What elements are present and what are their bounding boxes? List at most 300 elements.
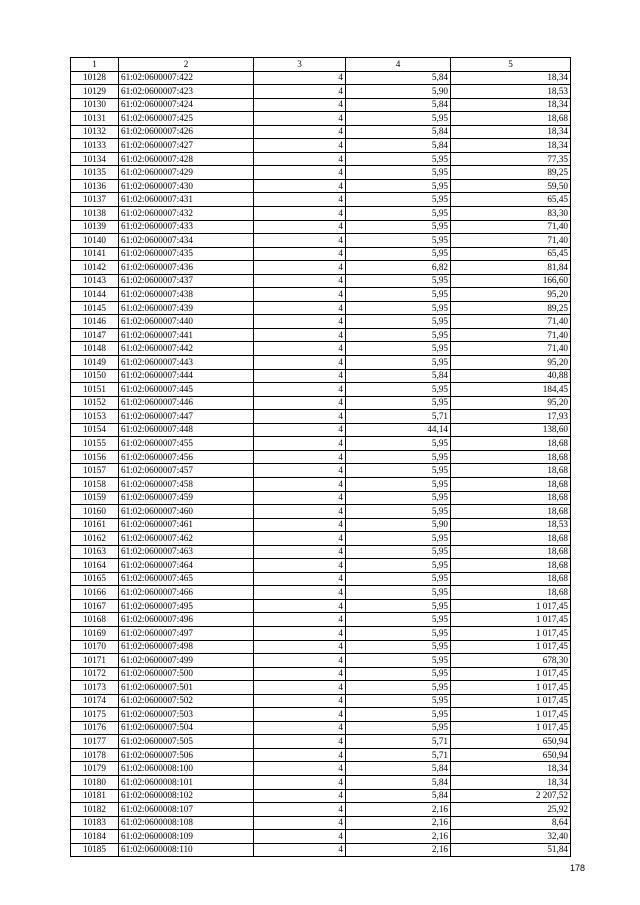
rate-cell: 5,95	[346, 545, 451, 559]
rate-cell: 5,95	[346, 613, 451, 627]
category-cell: 4	[254, 234, 346, 248]
category-cell: 4	[254, 193, 346, 207]
row-number-cell: 10135	[71, 166, 119, 180]
table-row	[71, 369, 571, 383]
row-number-cell: 10176	[71, 721, 119, 735]
row-number-cell: 10175	[71, 708, 119, 722]
amount-cell: 71,40	[451, 234, 571, 248]
amount-cell: 18,68	[451, 505, 571, 519]
category-cell: 4	[254, 71, 346, 85]
data-table	[70, 57, 571, 857]
cadastral-number-cell: 61:02:0600007:496	[119, 613, 254, 627]
cadastral-number-cell: 61:02:0600007:433	[119, 220, 254, 234]
row-number-cell: 10154	[71, 423, 119, 437]
rate-cell: 5,95	[346, 112, 451, 126]
amount-cell: 95,20	[451, 288, 571, 302]
amount-cell: 18,53	[451, 518, 571, 532]
amount-cell: 25,92	[451, 803, 571, 817]
rate-cell: 5,95	[346, 532, 451, 546]
category-cell: 4	[254, 450, 346, 464]
amount-cell: 166,60	[451, 274, 571, 288]
table-row	[71, 274, 571, 288]
cadastral-number-cell: 61:02:0600007:422	[119, 71, 254, 85]
cadastral-number-cell: 61:02:0600007:430	[119, 179, 254, 193]
rate-cell: 2,16	[346, 830, 451, 844]
rate-cell: 5,95	[346, 477, 451, 491]
amount-cell: 32,40	[451, 830, 571, 844]
category-cell: 4	[254, 599, 346, 613]
row-number-cell: 10140	[71, 234, 119, 248]
row-number-cell: 10134	[71, 152, 119, 166]
cadastral-number-cell: 61:02:0600007:444	[119, 369, 254, 383]
table-row	[71, 477, 571, 491]
table-row	[71, 423, 571, 437]
table-row	[71, 599, 571, 613]
amount-cell: 17,93	[451, 410, 571, 424]
category-cell: 4	[254, 803, 346, 817]
cadastral-number-cell: 61:02:0600007:455	[119, 437, 254, 451]
row-number-cell: 10156	[71, 450, 119, 464]
cadastral-number-cell: 61:02:0600007:441	[119, 328, 254, 342]
cadastral-number-cell: 61:02:0600007:423	[119, 85, 254, 99]
row-number-cell: 10181	[71, 789, 119, 803]
table-row	[71, 775, 571, 789]
table-row	[71, 681, 571, 695]
category-cell: 4	[254, 274, 346, 288]
rate-cell: 5,95	[346, 193, 451, 207]
column-header-3: 3	[254, 58, 346, 72]
category-cell: 4	[254, 626, 346, 640]
row-number-cell: 10172	[71, 667, 119, 681]
cadastral-number-cell: 61:02:0600007:432	[119, 207, 254, 221]
row-number-cell: 10174	[71, 694, 119, 708]
amount-cell: 18,68	[451, 437, 571, 451]
amount-cell: 77,35	[451, 152, 571, 166]
amount-cell: 18,68	[451, 477, 571, 491]
category-cell: 4	[254, 843, 346, 857]
rate-cell: 5,95	[346, 708, 451, 722]
column-header-2: 2	[119, 58, 254, 72]
rate-cell: 5,95	[346, 721, 451, 735]
rate-cell: 5,95	[346, 152, 451, 166]
row-number-cell: 10142	[71, 261, 119, 275]
table-row	[71, 789, 571, 803]
amount-cell: 71,40	[451, 328, 571, 342]
rate-cell: 5,95	[346, 179, 451, 193]
cadastral-number-cell: 61:02:0600007:504	[119, 721, 254, 735]
category-cell: 4	[254, 423, 346, 437]
row-number-cell: 10164	[71, 559, 119, 573]
table-row	[71, 193, 571, 207]
cadastral-number-cell: 61:02:0600007:456	[119, 450, 254, 464]
table-row	[71, 342, 571, 356]
cadastral-number-cell: 61:02:0600007:427	[119, 139, 254, 153]
cadastral-number-cell: 61:02:0600007:446	[119, 396, 254, 410]
row-number-cell: 10155	[71, 437, 119, 451]
category-cell: 4	[254, 356, 346, 370]
table-row	[71, 247, 571, 261]
table-row	[71, 626, 571, 640]
rate-cell: 5,95	[346, 694, 451, 708]
row-number-cell: 10167	[71, 599, 119, 613]
amount-cell: 65,45	[451, 247, 571, 261]
cadastral-number-cell: 61:02:0600007:500	[119, 667, 254, 681]
cadastral-number-cell: 61:02:0600007:461	[119, 518, 254, 532]
category-cell: 4	[254, 315, 346, 329]
table-row	[71, 261, 571, 275]
cadastral-number-cell: 61:02:0600007:443	[119, 356, 254, 370]
rate-cell: 5,84	[346, 762, 451, 776]
amount-cell: 71,40	[451, 342, 571, 356]
category-cell: 4	[254, 559, 346, 573]
category-cell: 4	[254, 789, 346, 803]
row-number-cell: 10166	[71, 586, 119, 600]
column-header-1: 1	[71, 58, 119, 72]
rate-cell: 5,95	[346, 559, 451, 573]
row-number-cell: 10177	[71, 735, 119, 749]
row-number-cell: 10131	[71, 112, 119, 126]
table-row	[71, 301, 571, 315]
table-row	[71, 315, 571, 329]
category-cell: 4	[254, 288, 346, 302]
cadastral-number-cell: 61:02:0600007:428	[119, 152, 254, 166]
rate-cell: 5,84	[346, 125, 451, 139]
category-cell: 4	[254, 532, 346, 546]
amount-cell: 8,64	[451, 816, 571, 830]
table-row	[71, 220, 571, 234]
table-row	[71, 748, 571, 762]
rate-cell: 5,84	[346, 369, 451, 383]
cadastral-number-cell: 61:02:0600007:460	[119, 505, 254, 519]
row-number-cell: 10180	[71, 775, 119, 789]
amount-cell: 650,94	[451, 748, 571, 762]
row-number-cell: 10171	[71, 654, 119, 668]
cadastral-number-cell: 61:02:0600007:463	[119, 545, 254, 559]
cadastral-number-cell: 61:02:0600007:439	[119, 301, 254, 315]
amount-cell: 18,34	[451, 775, 571, 789]
rate-cell: 5,95	[346, 572, 451, 586]
category-cell: 4	[254, 491, 346, 505]
row-number-cell: 10152	[71, 396, 119, 410]
amount-cell: 51,84	[451, 843, 571, 857]
amount-cell: 18,68	[451, 545, 571, 559]
amount-cell: 18,34	[451, 125, 571, 139]
table-row	[71, 396, 571, 410]
rate-cell: 5,95	[346, 450, 451, 464]
amount-cell: 18,68	[451, 464, 571, 478]
amount-cell: 678,30	[451, 654, 571, 668]
amount-cell: 65,45	[451, 193, 571, 207]
amount-cell: 71,40	[451, 220, 571, 234]
row-number-cell: 10168	[71, 613, 119, 627]
table-row	[71, 572, 571, 586]
category-cell: 4	[254, 505, 346, 519]
category-cell: 4	[254, 247, 346, 261]
amount-cell: 18,68	[451, 586, 571, 600]
amount-cell: 81,84	[451, 261, 571, 275]
rate-cell: 5,71	[346, 748, 451, 762]
rate-cell: 5,95	[346, 396, 451, 410]
row-number-cell: 10179	[71, 762, 119, 776]
category-cell: 4	[254, 179, 346, 193]
category-cell: 4	[254, 477, 346, 491]
cadastral-number-cell: 61:02:0600007:431	[119, 193, 254, 207]
rate-cell: 5,95	[346, 342, 451, 356]
table-row	[71, 179, 571, 193]
category-cell: 4	[254, 721, 346, 735]
category-cell: 4	[254, 139, 346, 153]
rate-cell: 2,16	[346, 816, 451, 830]
rate-cell: 5,95	[346, 207, 451, 221]
table-body	[71, 71, 571, 857]
rate-cell: 5,95	[346, 288, 451, 302]
category-cell: 4	[254, 328, 346, 342]
cadastral-number-cell: 61:02:0600008:102	[119, 789, 254, 803]
row-number-cell: 10157	[71, 464, 119, 478]
row-number-cell: 10137	[71, 193, 119, 207]
table-row	[71, 234, 571, 248]
rate-cell: 5,95	[346, 464, 451, 478]
rate-cell: 5,95	[346, 383, 451, 397]
table-row	[71, 410, 571, 424]
table-row	[71, 532, 571, 546]
table-row	[71, 125, 571, 139]
row-number-cell: 10129	[71, 85, 119, 99]
amount-cell: 1 017,45	[451, 640, 571, 654]
category-cell: 4	[254, 342, 346, 356]
row-number-cell: 10150	[71, 369, 119, 383]
row-number-cell: 10173	[71, 681, 119, 695]
cadastral-number-cell: 61:02:0600007:448	[119, 423, 254, 437]
category-cell: 4	[254, 410, 346, 424]
table-row	[71, 356, 571, 370]
cadastral-number-cell: 61:02:0600008:110	[119, 843, 254, 857]
table-row	[71, 166, 571, 180]
category-cell: 4	[254, 152, 346, 166]
category-cell: 4	[254, 464, 346, 478]
row-number-cell: 10160	[71, 505, 119, 519]
amount-cell: 89,25	[451, 301, 571, 315]
table-row	[71, 816, 571, 830]
rate-cell: 5,95	[346, 234, 451, 248]
row-number-cell: 10145	[71, 301, 119, 315]
rate-cell: 5,95	[346, 166, 451, 180]
table-row	[71, 708, 571, 722]
cadastral-number-cell: 61:02:0600007:462	[119, 532, 254, 546]
cadastral-number-cell: 61:02:0600007:503	[119, 708, 254, 722]
row-number-cell: 10136	[71, 179, 119, 193]
table-row	[71, 71, 571, 85]
cadastral-number-cell: 61:02:0600007:436	[119, 261, 254, 275]
category-cell: 4	[254, 220, 346, 234]
amount-cell: 71,40	[451, 315, 571, 329]
table-row	[71, 437, 571, 451]
category-cell: 4	[254, 261, 346, 275]
amount-cell: 18,68	[451, 559, 571, 573]
rate-cell: 5,95	[346, 328, 451, 342]
category-cell: 4	[254, 681, 346, 695]
table-row	[71, 735, 571, 749]
amount-cell: 1 017,45	[451, 626, 571, 640]
amount-cell: 95,20	[451, 396, 571, 410]
row-number-cell: 10141	[71, 247, 119, 261]
cadastral-number-cell: 61:02:0600007:435	[119, 247, 254, 261]
amount-cell: 650,94	[451, 735, 571, 749]
rate-cell: 5,71	[346, 735, 451, 749]
rate-cell: 5,90	[346, 85, 451, 99]
cadastral-number-cell: 61:02:0600008:101	[119, 775, 254, 789]
amount-cell: 1 017,45	[451, 681, 571, 695]
category-cell: 4	[254, 166, 346, 180]
cadastral-number-cell: 61:02:0600008:100	[119, 762, 254, 776]
category-cell: 4	[254, 654, 346, 668]
row-number-cell: 10169	[71, 626, 119, 640]
amount-cell: 18,34	[451, 139, 571, 153]
amount-cell: 1 017,45	[451, 667, 571, 681]
row-number-cell: 10143	[71, 274, 119, 288]
cadastral-number-cell: 61:02:0600007:502	[119, 694, 254, 708]
row-number-cell: 10148	[71, 342, 119, 356]
amount-cell: 18,68	[451, 572, 571, 586]
cadastral-number-cell: 61:02:0600007:465	[119, 572, 254, 586]
amount-cell: 1 017,45	[451, 599, 571, 613]
cadastral-number-cell: 61:02:0600007:505	[119, 735, 254, 749]
rate-cell: 5,95	[346, 356, 451, 370]
cadastral-number-cell: 61:02:0600007:442	[119, 342, 254, 356]
rate-cell: 5,95	[346, 667, 451, 681]
cadastral-number-cell: 61:02:0600007:424	[119, 98, 254, 112]
table-row	[71, 207, 571, 221]
category-cell: 4	[254, 301, 346, 315]
category-cell: 4	[254, 586, 346, 600]
category-cell: 4	[254, 437, 346, 451]
row-number-cell: 10158	[71, 477, 119, 491]
table-row	[71, 491, 571, 505]
amount-cell: 1 017,45	[451, 613, 571, 627]
cadastral-number-cell: 61:02:0600007:425	[119, 112, 254, 126]
category-cell: 4	[254, 748, 346, 762]
rate-cell: 2,16	[346, 843, 451, 857]
category-cell: 4	[254, 518, 346, 532]
category-cell: 4	[254, 613, 346, 627]
row-number-cell: 10151	[71, 383, 119, 397]
rate-cell: 5,84	[346, 71, 451, 85]
table-row	[71, 518, 571, 532]
cadastral-number-cell: 61:02:0600007:434	[119, 234, 254, 248]
amount-cell: 184,45	[451, 383, 571, 397]
row-number-cell: 10184	[71, 830, 119, 844]
category-cell: 4	[254, 762, 346, 776]
category-cell: 4	[254, 369, 346, 383]
rate-cell: 5,90	[346, 518, 451, 532]
rate-cell: 5,95	[346, 599, 451, 613]
row-number-cell: 10149	[71, 356, 119, 370]
category-cell: 4	[254, 396, 346, 410]
cadastral-number-cell: 61:02:0600007:457	[119, 464, 254, 478]
amount-cell: 138,60	[451, 423, 571, 437]
table-row	[71, 383, 571, 397]
cadastral-number-cell: 61:02:0600008:109	[119, 830, 254, 844]
row-number-cell: 10183	[71, 816, 119, 830]
category-cell: 4	[254, 112, 346, 126]
cadastral-number-cell: 61:02:0600007:437	[119, 274, 254, 288]
category-cell: 4	[254, 667, 346, 681]
rate-cell: 5,95	[346, 220, 451, 234]
amount-cell: 18,68	[451, 450, 571, 464]
cadastral-number-cell: 61:02:0600007:495	[119, 599, 254, 613]
table-row	[71, 667, 571, 681]
row-number-cell: 10133	[71, 139, 119, 153]
cadastral-number-cell: 61:02:0600007:445	[119, 383, 254, 397]
amount-cell: 59,50	[451, 179, 571, 193]
category-cell: 4	[254, 572, 346, 586]
category-cell: 4	[254, 708, 346, 722]
rate-cell: 5,84	[346, 98, 451, 112]
amount-cell: 2 207,52	[451, 789, 571, 803]
amount-cell: 83,30	[451, 207, 571, 221]
rate-cell: 5,95	[346, 247, 451, 261]
amount-cell: 18,34	[451, 98, 571, 112]
table-row	[71, 843, 571, 857]
category-cell: 4	[254, 830, 346, 844]
cadastral-number-cell: 61:02:0600007:501	[119, 681, 254, 695]
rate-cell: 5,95	[346, 505, 451, 519]
rate-cell: 5,95	[346, 301, 451, 315]
rate-cell: 5,84	[346, 789, 451, 803]
rate-cell: 5,84	[346, 775, 451, 789]
category-cell: 4	[254, 694, 346, 708]
rate-cell: 5,95	[346, 640, 451, 654]
row-number-cell: 10178	[71, 748, 119, 762]
table-row	[71, 464, 571, 478]
table-row	[71, 654, 571, 668]
table-row	[71, 112, 571, 126]
rate-cell: 5,84	[346, 139, 451, 153]
category-cell: 4	[254, 775, 346, 789]
rate-cell: 6,82	[346, 261, 451, 275]
row-number-cell: 10163	[71, 545, 119, 559]
rate-cell: 5,95	[346, 274, 451, 288]
row-number-cell: 10146	[71, 315, 119, 329]
column-header-5: 5	[451, 58, 571, 72]
amount-cell: 1 017,45	[451, 694, 571, 708]
page-number: 178	[569, 863, 585, 873]
amount-cell: 18,34	[451, 762, 571, 776]
table-row	[71, 762, 571, 776]
table-row	[71, 613, 571, 627]
rate-cell: 5,95	[346, 491, 451, 505]
table-row	[71, 450, 571, 464]
rate-cell: 44,14	[346, 423, 451, 437]
amount-cell: 40,88	[451, 369, 571, 383]
table-row	[71, 85, 571, 99]
amount-cell: 18,53	[451, 85, 571, 99]
row-number-cell: 10144	[71, 288, 119, 302]
table-row	[71, 803, 571, 817]
cadastral-number-cell: 61:02:0600007:438	[119, 288, 254, 302]
rate-cell: 5,95	[346, 681, 451, 695]
cadastral-number-cell: 61:02:0600008:108	[119, 816, 254, 830]
row-number-cell: 10147	[71, 328, 119, 342]
cadastral-number-cell: 61:02:0600007:497	[119, 626, 254, 640]
rate-cell: 2,16	[346, 803, 451, 817]
table-row	[71, 98, 571, 112]
row-number-cell: 10132	[71, 125, 119, 139]
row-number-cell: 10182	[71, 803, 119, 817]
column-header-4: 4	[346, 58, 451, 72]
category-cell: 4	[254, 207, 346, 221]
amount-cell: 95,20	[451, 356, 571, 370]
